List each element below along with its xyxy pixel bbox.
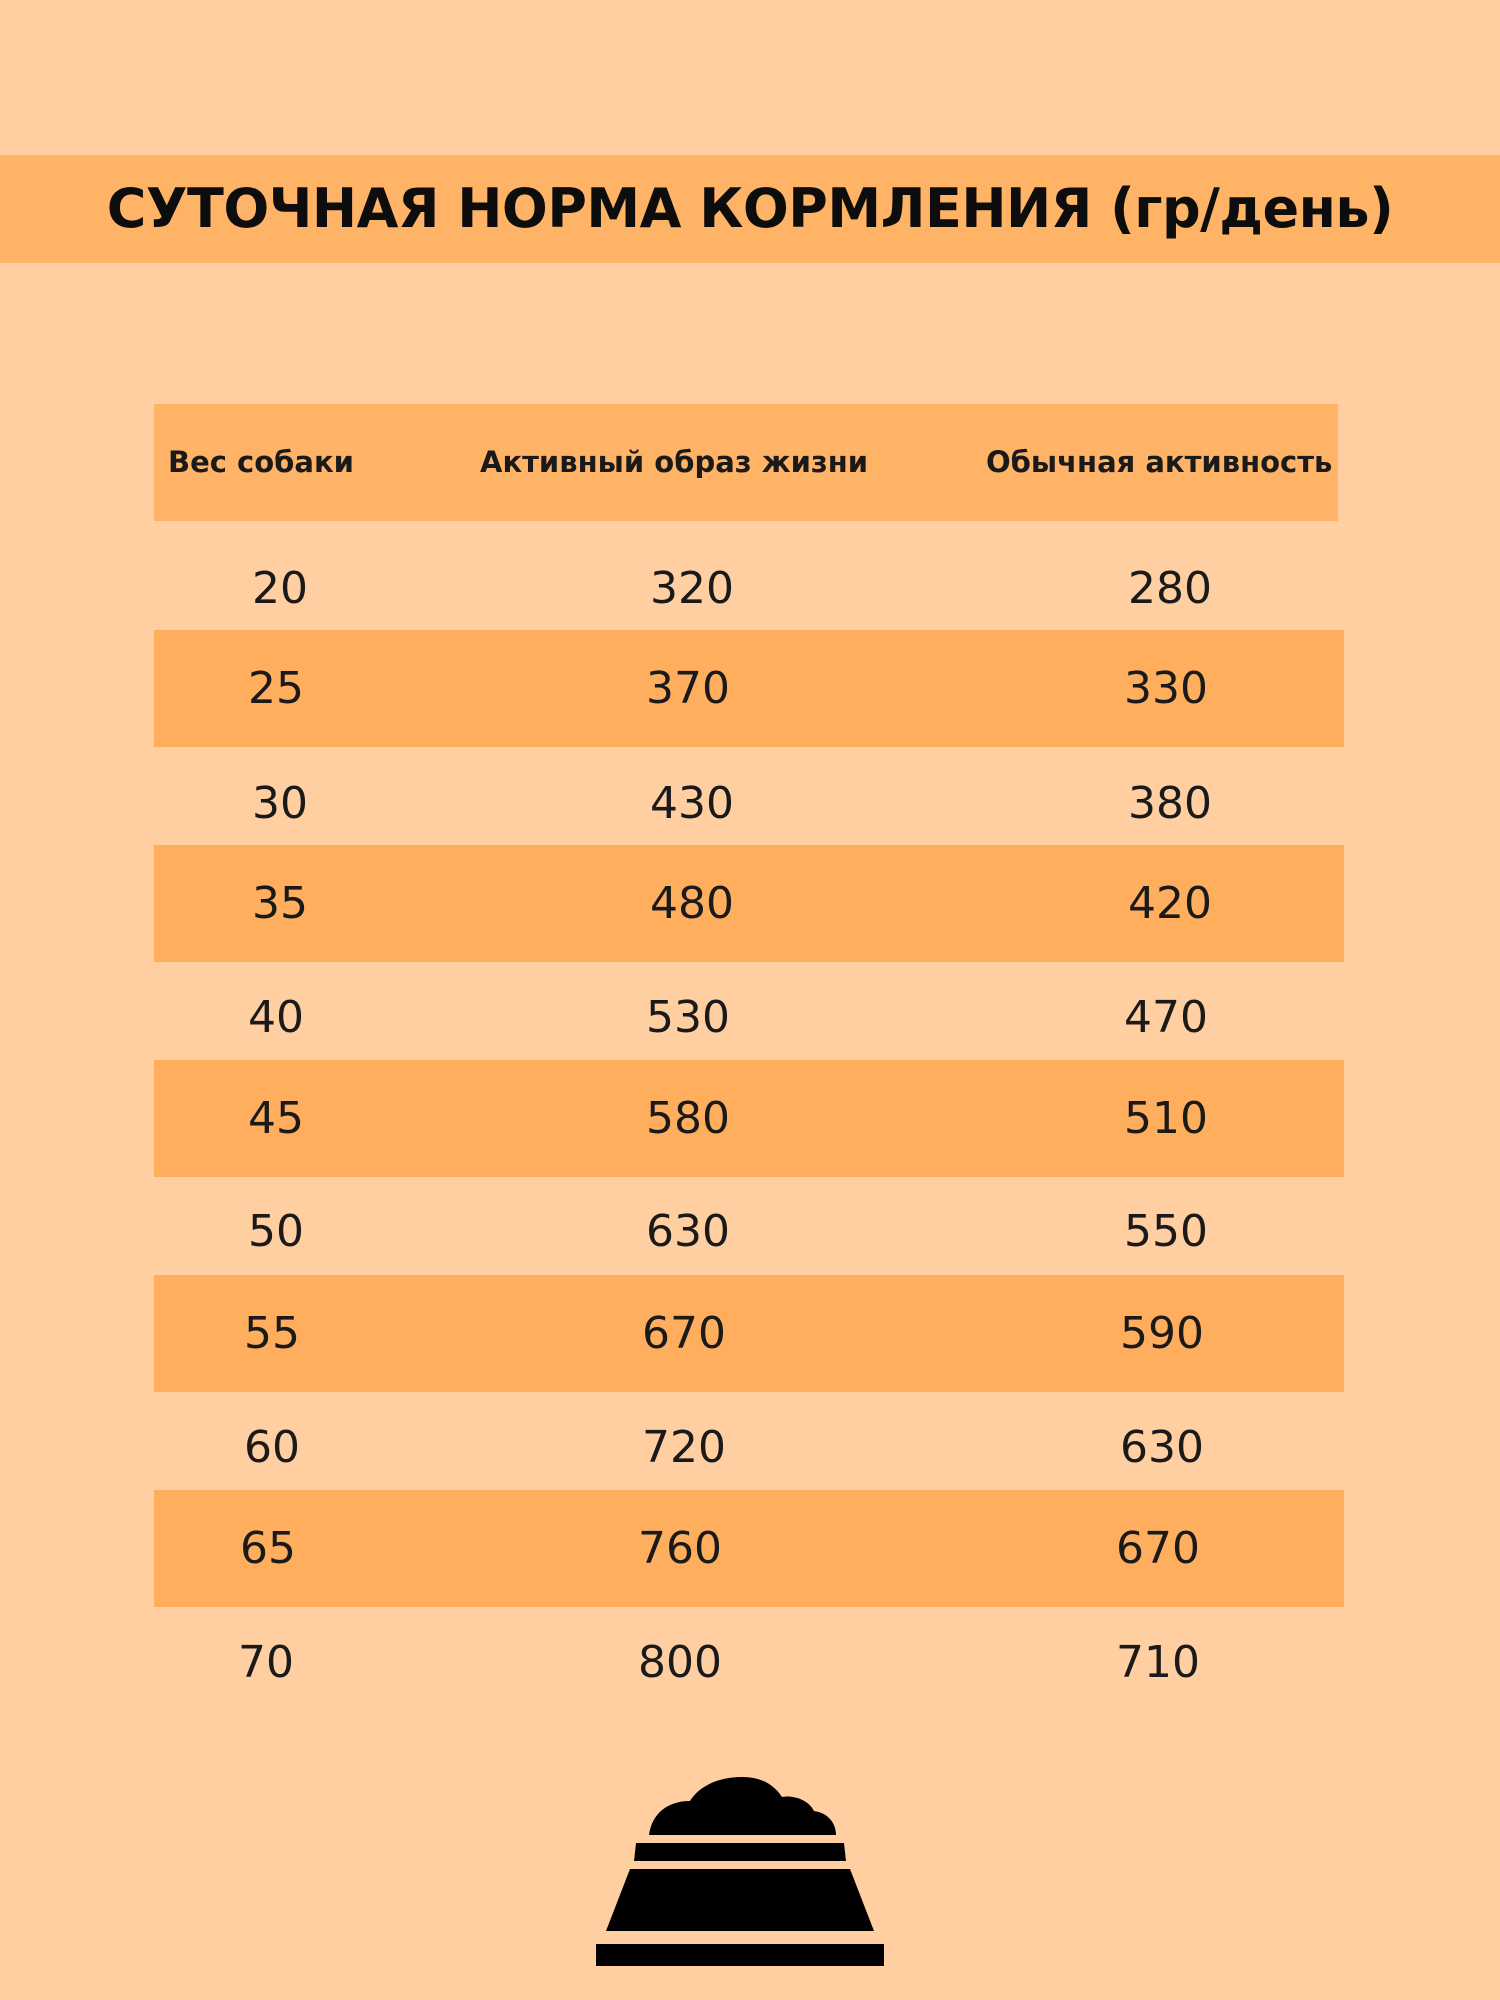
table-row (154, 630, 1344, 747)
column-header-active: Активный образ жизни (480, 445, 869, 479)
normal-cell: 550 (1124, 1206, 1208, 1257)
table-row (154, 845, 1344, 962)
weight-cell: 45 (248, 1093, 304, 1144)
normal-cell: 330 (1124, 663, 1208, 714)
normal-cell: 280 (1128, 563, 1212, 614)
active-cell: 320 (650, 563, 734, 614)
weight-cell: 30 (252, 778, 308, 829)
normal-cell: 380 (1128, 778, 1212, 829)
weight-cell: 25 (248, 663, 304, 714)
weight-cell: 20 (252, 563, 308, 614)
active-cell: 480 (650, 878, 734, 929)
active-cell: 630 (646, 1206, 730, 1257)
weight-cell: 50 (248, 1206, 304, 1257)
active-cell: 370 (646, 663, 730, 714)
active-cell: 670 (642, 1308, 726, 1359)
active-cell: 760 (638, 1523, 722, 1574)
weight-cell: 55 (244, 1308, 300, 1359)
table-row (154, 959, 1344, 1076)
table-row (154, 1275, 1344, 1392)
weight-cell: 65 (240, 1523, 296, 1574)
column-header-weight: Вес собаки (168, 445, 354, 479)
normal-cell: 630 (1120, 1422, 1204, 1473)
table-row (154, 1604, 1344, 1721)
normal-cell: 590 (1120, 1308, 1204, 1359)
table-row (154, 1173, 1344, 1290)
table-row (154, 1060, 1344, 1177)
dog-food-bowl-icon (596, 1777, 884, 1967)
normal-cell: 420 (1128, 878, 1212, 929)
weight-cell: 40 (248, 992, 304, 1043)
column-header-normal: Обычная активность (986, 445, 1333, 479)
page-title: СУТОЧНАЯ НОРМА КОРМЛЕНИЯ (гр/день) (106, 177, 1394, 240)
table-row (154, 1490, 1344, 1607)
active-cell: 580 (646, 1093, 730, 1144)
weight-cell: 60 (244, 1422, 300, 1473)
table-header (154, 404, 1338, 521)
normal-cell: 510 (1124, 1093, 1208, 1144)
normal-cell: 470 (1124, 992, 1208, 1043)
weight-cell: 35 (252, 878, 308, 929)
active-cell: 720 (642, 1422, 726, 1473)
active-cell: 530 (646, 992, 730, 1043)
normal-cell: 710 (1116, 1637, 1200, 1688)
active-cell: 430 (650, 778, 734, 829)
normal-cell: 670 (1116, 1523, 1200, 1574)
table-row (154, 1389, 1344, 1506)
active-cell: 800 (638, 1637, 722, 1688)
title-banner (0, 155, 1500, 263)
weight-cell: 70 (238, 1637, 294, 1688)
